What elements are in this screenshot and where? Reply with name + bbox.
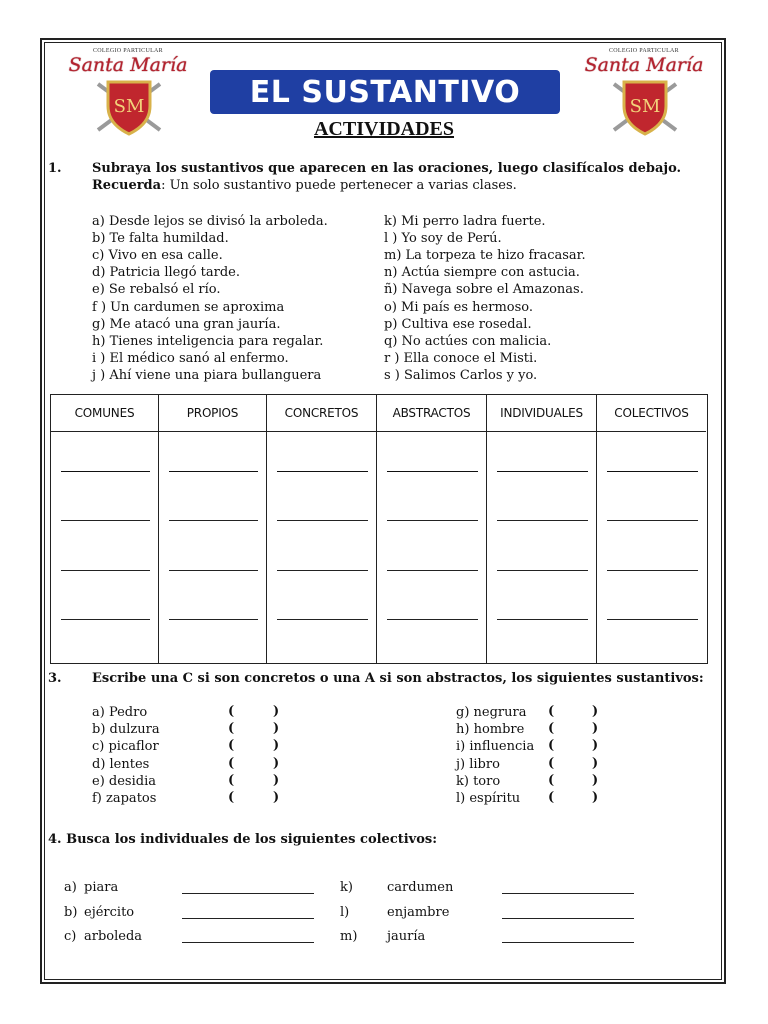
collective-word: piara: [84, 880, 119, 895]
answer-line[interactable]: [387, 570, 478, 571]
answer-paren-close[interactable]: ): [592, 772, 599, 788]
answer-paren-open[interactable]: (: [228, 772, 235, 788]
sentence-item: a) Desde lejos se divisó la arboleda.: [92, 214, 328, 229]
sentence-item: i ) El médico sanó al enfermo.: [92, 350, 289, 366]
noun-item: i) influencia: [456, 739, 535, 755]
answer-line[interactable]: [607, 471, 698, 472]
remember-text: : Un solo sustantivo puede pertenecer a varias clases.: [161, 178, 517, 193]
answer-paren-close[interactable]: ): [592, 704, 599, 719]
table-column: [267, 395, 377, 663]
table-column: [159, 395, 267, 663]
logo-school-name: Santa María: [584, 54, 704, 76]
collective-letter: m): [340, 929, 358, 944]
noun-item: l) espíritu: [456, 791, 521, 806]
sentence-item: j ) Ahí viene una piara bullanguera: [92, 367, 322, 383]
column-header: ABSTRACTOS: [377, 395, 486, 432]
noun-item: d) lentes: [92, 756, 150, 772]
q1-instruction: Subraya los sustantivos que aparecen en las oraciones, luego clasifícalos debajo.: [92, 161, 682, 176]
noun-item: f) zapatos: [92, 791, 157, 806]
collective-letter: a): [64, 880, 77, 895]
sentence-item: g) Me atacó una gran jauría.: [92, 316, 281, 332]
classification-table: [50, 394, 708, 664]
noun-item: h) hombre: [456, 722, 525, 738]
answer-paren-open[interactable]: (: [228, 738, 235, 754]
answer-line[interactable]: [61, 619, 150, 620]
logo-colegio-text: COLEGIO PARTICULAR: [609, 48, 679, 54]
table-column: [51, 395, 159, 663]
q3-instruction: Escribe una C si son concretos o una A si son abstractos, los siguientes sustantivos:: [92, 671, 704, 686]
answer-line[interactable]: [182, 942, 314, 943]
column-header: CONCRETOS: [267, 395, 376, 432]
answer-line[interactable]: [182, 918, 314, 919]
answer-line[interactable]: [387, 471, 478, 472]
answer-paren-open[interactable]: (: [548, 738, 555, 754]
sentence-item: q) No actúes con malicia.: [384, 333, 552, 349]
answer-paren-close[interactable]: ): [592, 721, 599, 737]
answer-line[interactable]: [502, 893, 634, 894]
answer-line[interactable]: [497, 471, 588, 472]
answer-line[interactable]: [277, 570, 368, 571]
q1-remember: [92, 177, 517, 194]
answer-line[interactable]: [497, 570, 588, 571]
answer-line[interactable]: [61, 520, 150, 521]
answer-paren-open[interactable]: (: [548, 721, 555, 737]
svg-text:SM: SM: [113, 96, 145, 117]
column-header: COLECTIVOS: [597, 395, 706, 432]
q3-number: 3.: [48, 671, 62, 686]
answer-paren-open[interactable]: (: [548, 755, 555, 771]
answer-paren-open[interactable]: (: [228, 790, 235, 805]
answer-paren-open[interactable]: (: [548, 772, 555, 788]
q4-instruction: 4. Busca los individuales de los siguientes colectivos:: [48, 832, 438, 847]
answer-line[interactable]: [497, 520, 588, 521]
noun-item: e) desidia: [92, 773, 156, 789]
answer-line[interactable]: [182, 893, 314, 894]
svg-text:SM: SM: [629, 96, 661, 117]
answer-paren-close[interactable]: ): [273, 704, 280, 719]
answer-paren-open[interactable]: (: [548, 790, 555, 805]
table-column: [377, 395, 487, 663]
answer-paren-close[interactable]: ): [592, 738, 599, 754]
noun-item: b) dulzura: [92, 722, 160, 738]
answer-paren-open[interactable]: (: [548, 704, 555, 719]
section-subtitle: ACTIVIDADES: [313, 118, 455, 140]
collective-word: cardumen: [387, 880, 454, 895]
collective-letter: k): [340, 880, 353, 895]
answer-line[interactable]: [387, 619, 478, 620]
collective-word: enjambre: [387, 904, 450, 920]
sentence-item: n) Actúa siempre con astucia.: [384, 265, 580, 281]
sentence-item: k) Mi perro ladra fuerte.: [384, 214, 546, 229]
answer-paren-close[interactable]: ): [592, 790, 599, 805]
logo-school-name: Santa María: [68, 54, 188, 76]
answer-paren-close[interactable]: ): [273, 790, 280, 805]
q1-number: 1.: [48, 161, 62, 176]
answer-paren-open[interactable]: (: [228, 704, 235, 719]
noun-item: j) libro: [456, 756, 500, 772]
sentence-item: o) Mi país es hermoso.: [384, 299, 533, 315]
sentence-item: b) Te falta humildad.: [92, 231, 229, 247]
logo-colegio-text: COLEGIO PARTICULAR: [93, 48, 163, 54]
column-header: PROPIOS: [159, 395, 266, 432]
collective-letter: c): [64, 929, 77, 944]
column-header: COMUNES: [51, 395, 158, 432]
answer-line[interactable]: [607, 520, 698, 521]
noun-item: c) picaflor: [92, 739, 159, 755]
answer-line[interactable]: [169, 520, 258, 521]
answer-line[interactable]: [277, 471, 368, 472]
sentence-item: e) Se rebalsó el río.: [92, 282, 221, 298]
answer-paren-close[interactable]: ): [273, 772, 280, 788]
sentence-item: f ) Un cardumen se aproxima: [92, 299, 285, 315]
answer-paren-close[interactable]: ): [273, 721, 280, 737]
answer-line[interactable]: [502, 942, 634, 943]
answer-line[interactable]: [169, 619, 258, 620]
remember-label: Recuerda: [92, 178, 162, 193]
sentence-item: r ) Ella conoce el Misti.: [384, 350, 538, 366]
sentence-item: c) Vivo en esa calle.: [92, 248, 223, 264]
answer-line[interactable]: [502, 918, 634, 919]
answer-line[interactable]: [61, 471, 150, 472]
sentence-item: d) Patricia llegó tarde.: [92, 265, 240, 281]
answer-paren-close[interactable]: ): [592, 755, 599, 771]
collective-word: ejército: [84, 904, 135, 920]
noun-item: g) negrura: [456, 705, 527, 720]
answer-line[interactable]: [497, 619, 588, 620]
collective-word: jauría: [387, 929, 426, 944]
noun-item: a) Pedro: [92, 705, 148, 720]
sentence-item: l ) Yo soy de Perú.: [384, 231, 502, 247]
answer-line[interactable]: [607, 570, 698, 571]
sentence-item: m) La torpeza te hizo fracasar.: [384, 248, 586, 264]
page-title: EL SUSTANTIVO: [210, 70, 560, 114]
answer-paren-close[interactable]: ): [273, 738, 280, 754]
sentence-item: h) Tienes inteligencia para regalar.: [92, 333, 324, 349]
table-column: [487, 395, 597, 663]
sentence-item: s ) Salimos Carlos y yo.: [384, 367, 538, 383]
collective-letter: l): [340, 904, 350, 920]
answer-paren-open[interactable]: (: [228, 721, 235, 737]
answer-line[interactable]: [169, 570, 258, 571]
collective-letter: b): [64, 904, 78, 920]
answer-line[interactable]: [61, 570, 150, 571]
answer-line[interactable]: [387, 520, 478, 521]
sentence-item: ñ) Navega sobre el Amazonas.: [384, 282, 584, 298]
answer-paren-close[interactable]: ): [273, 755, 280, 771]
sentence-item: p) Cultiva ese rosedal.: [384, 316, 532, 332]
answer-line[interactable]: [607, 619, 698, 620]
noun-item: k) toro: [456, 773, 501, 789]
column-header: INDIVIDUALES: [487, 395, 596, 432]
answer-paren-open[interactable]: (: [228, 755, 235, 771]
table-column: [597, 395, 706, 663]
collective-word: arboleda: [84, 929, 143, 944]
answer-line[interactable]: [277, 619, 368, 620]
answer-line[interactable]: [169, 471, 258, 472]
answer-line[interactable]: [277, 520, 368, 521]
